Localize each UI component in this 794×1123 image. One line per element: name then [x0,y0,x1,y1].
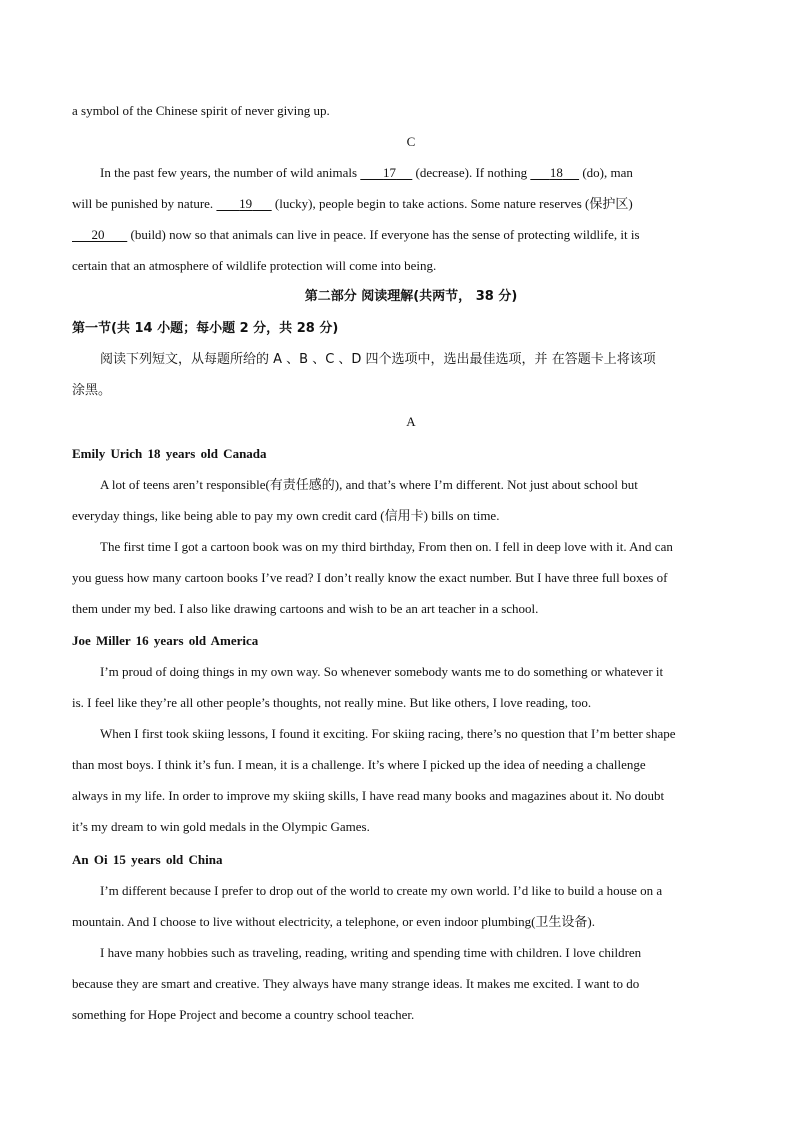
section-c-line-2 [72,195,633,213]
blank-17 [360,164,412,182]
profile-text-line: them under my bed. I also like drawing cartoons and wish to be an art teacher in a school. [72,601,539,616]
section-c-label: C [406,134,416,149]
profile-header-emily: Emily Urich 18 years old Canada [72,446,267,461]
blank-number: 17 [383,165,397,180]
profile-text-line: it’s my dream to win gold medals in the Olympic Games. [72,819,370,834]
passage-a-label: A [406,414,416,429]
blank-number: 19 [239,196,253,211]
part2-title: 第二部分 阅读理解(共两节， 38 分) [304,289,518,304]
text-segment: In the past few years, the number of wild animals [100,165,361,180]
profile-text-line: When I first took skiing lessons, I found it exciting. For skiing racing, there’s no question that I’m better shape [100,726,676,741]
section1-heading: 第一节(共 14 小题；每小题 2 分，共 28 分) [72,321,339,336]
profile-text-line: I’m proud of doing things in my own way. So whenever somebody wants me to do something or whatever it [100,664,664,679]
instructions-line-1: 阅读下列短文，从每题所给的 A 、B 、C 、D 四个选项中，选出最佳选项，并 在答题卡上将该项 [100,352,656,367]
profile-text-line: is. I feel like they’re all other people’s thoughts, not really mine. But like others, I love reading, too. [72,695,592,710]
profile-text-line: The first time I got a cartoon book was on my third birthday, From then on. I fell in deep love with it. And can [100,539,673,554]
profile-text-line: something for Hope Project and become a country school teacher. [72,1007,415,1022]
text-segment: (do), man [579,165,633,180]
profile-text-line: A lot of teens aren’t responsible(有责任感的), and that’s where I’m different. Not just about school but [100,477,638,492]
blank-19 [216,195,271,213]
text-segment: (decrease). If nothing [412,165,531,180]
section-c-line-1 [100,164,633,182]
text-segment: (build) now so that animals can live in peace. If everyone has the sense of protecting wildlife, it is [127,227,640,242]
prev-passage-tail: a symbol of the Chinese spirit of never giving up. [72,103,330,118]
instructions-line-2: 涂黑。 [72,383,112,398]
section-c-line-3 [72,226,640,244]
blank-number: 18 [549,165,563,180]
blank-20 [72,226,127,244]
profile-text-line: mountain. And I choose to live without electricity, a telephone, or even indoor plumbing(卫生设备). [72,914,596,929]
profile-header-an-oi: An Oi 15 years old China [72,852,223,867]
profile-text-line: I have many hobbies such as traveling, reading, writing and spending time with children. I love children [100,945,642,960]
text-segment: will be punished by nature. [72,196,217,211]
profile-text-line: everyday things, like being able to pay my own credit card (信用卡) bills on time. [72,508,500,523]
profile-text-line: you guess how many cartoon books I’ve read? I don’t really know the exact number. But I have three full boxes of [72,570,668,585]
text-segment: (lucky), people begin to take actions. Some nature reserves (保护区) [271,196,633,211]
section-c-line-4: certain that an atmosphere of wildlife protection will come into being. [72,258,437,273]
profile-text-line: than most boys. I think it’s fun. I mean, it is a challenge. It’s where I picked up the idea of needing a challenge [72,757,646,772]
blank-18 [530,164,579,182]
profile-header-joe: Joe Miller 16 years old America [72,633,259,648]
profile-text-line: I’m different because I prefer to drop out of the world to create my own world. I’d like to build a house on a [100,883,663,898]
blank-number: 20 [91,227,105,242]
profile-text-line: always in my life. In order to improve my skiing skills, I have read many books and magazines about it. No doubt [72,788,665,803]
profile-text-line: because they are smart and creative. They always have many strange ideas. It makes me excited. I want to do [72,976,640,991]
